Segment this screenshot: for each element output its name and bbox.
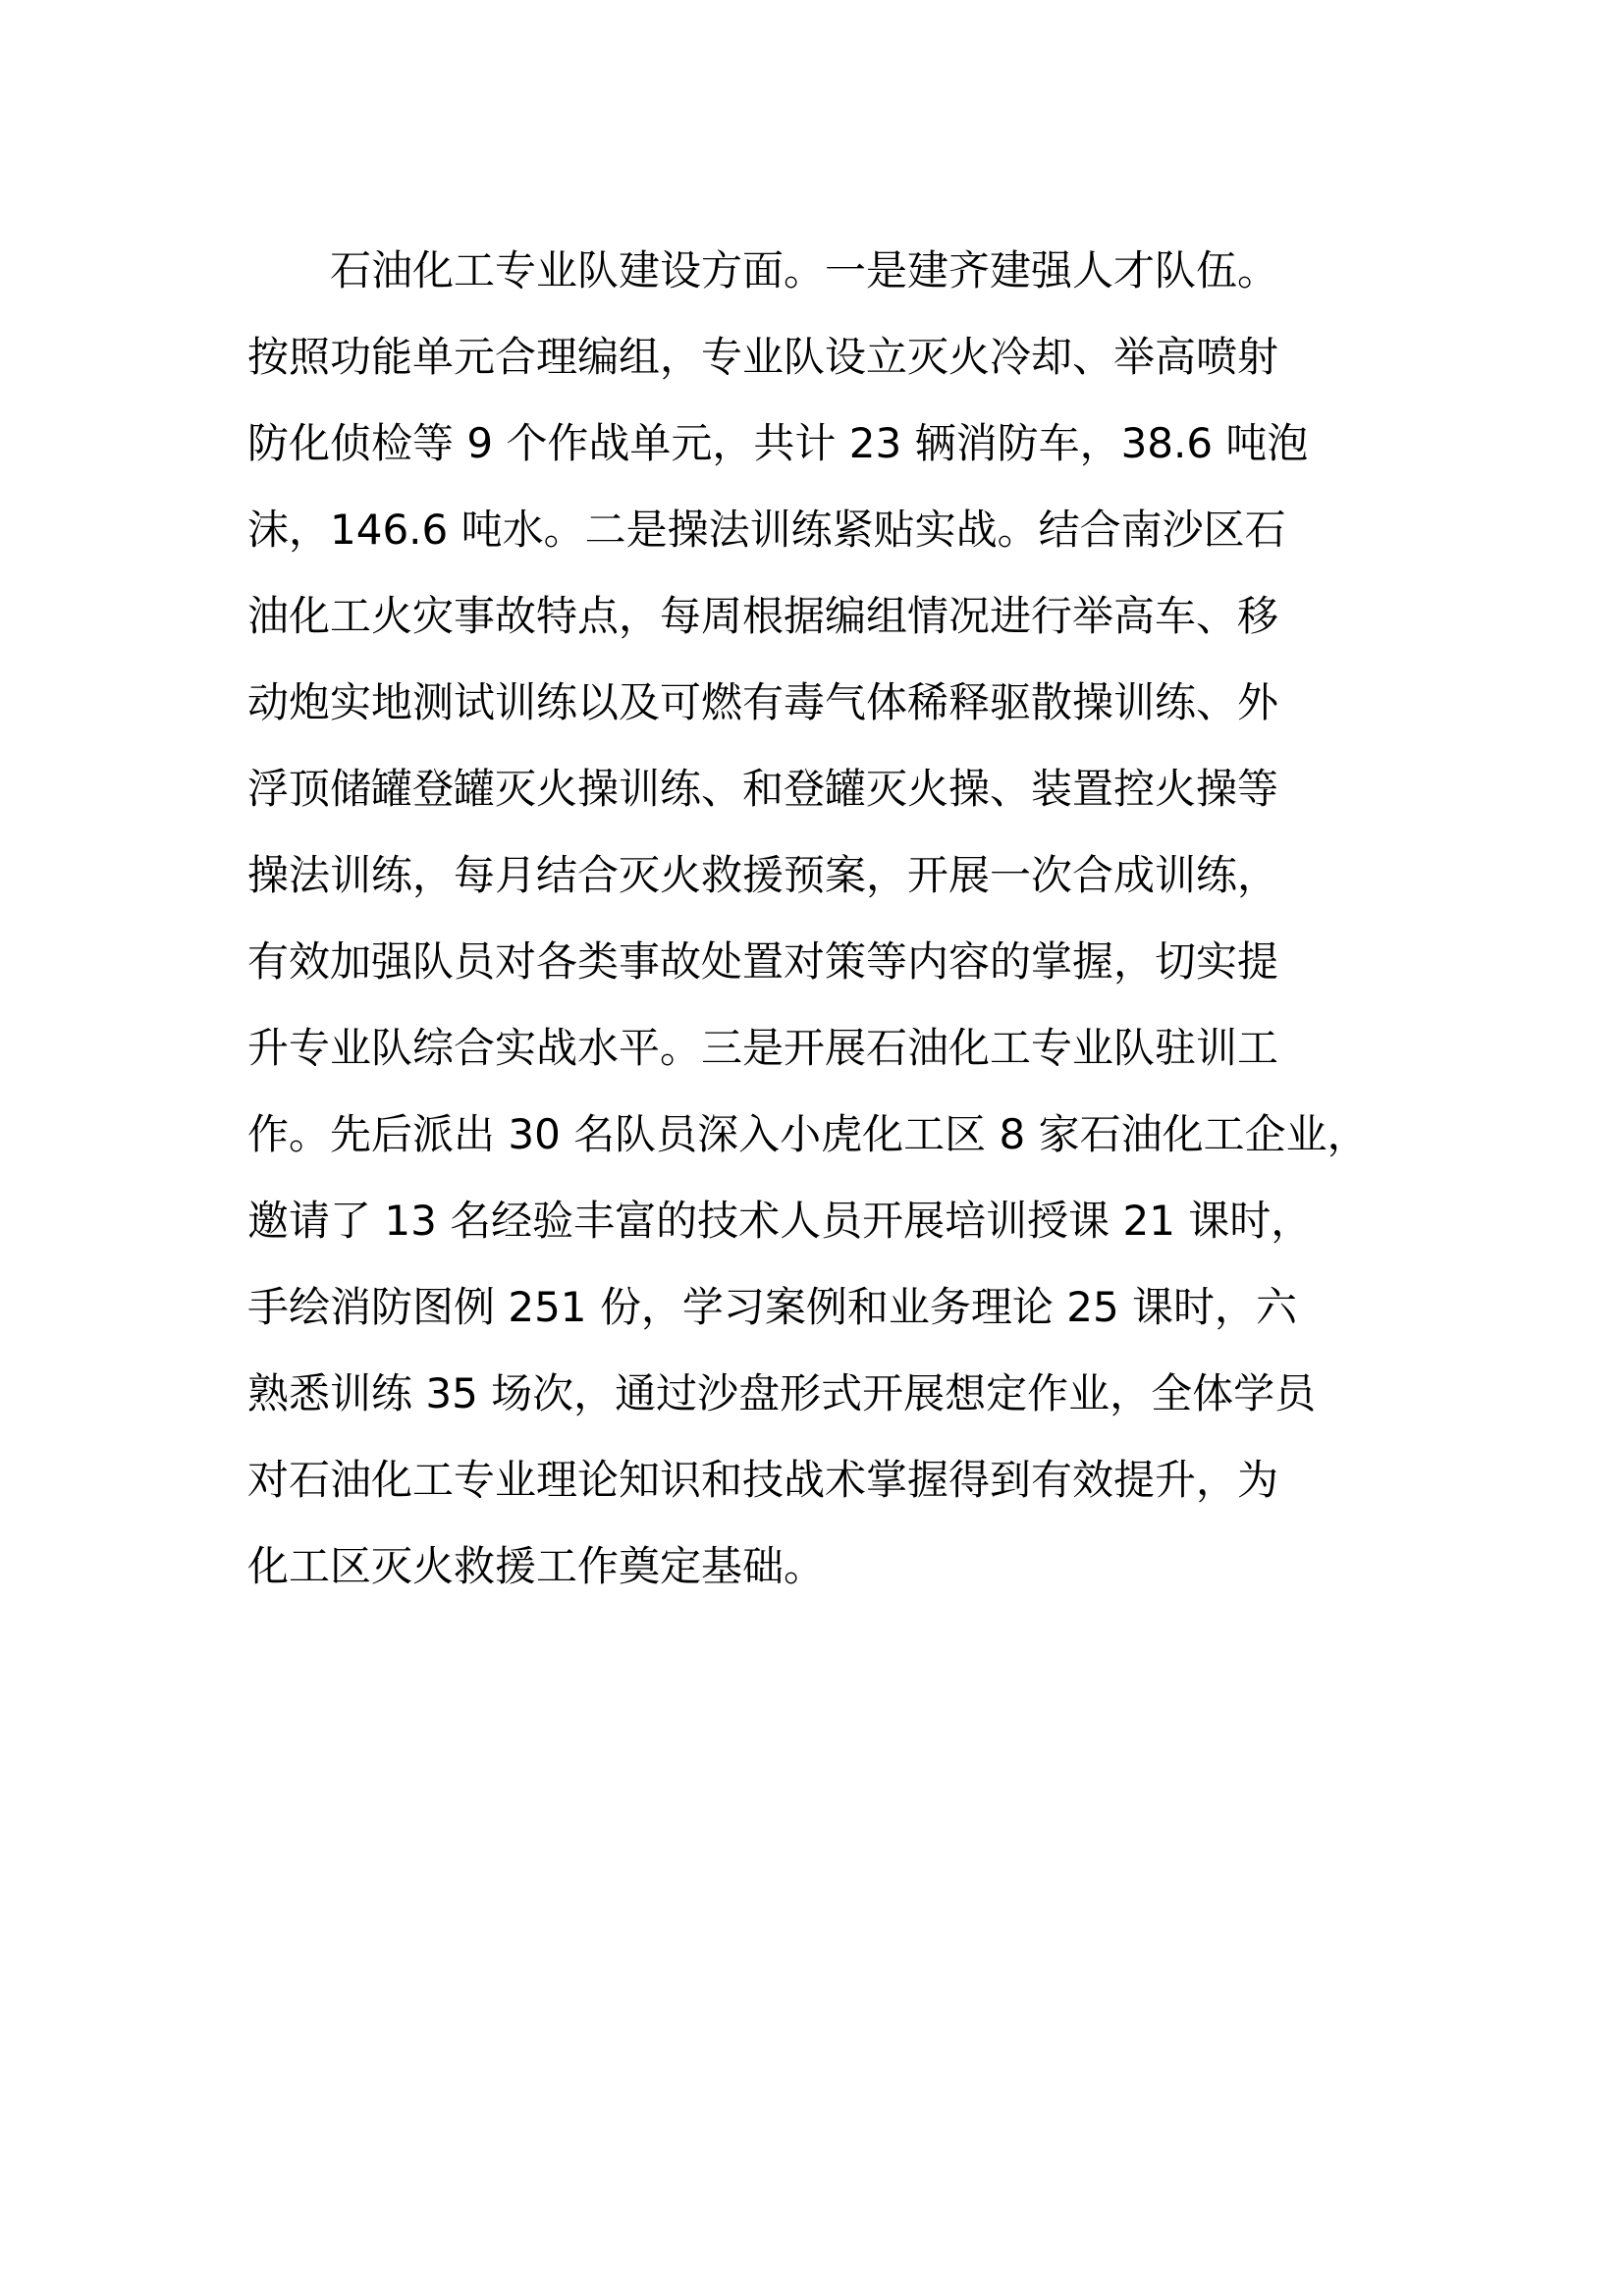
text-line: 油化工火灾事故特点，每周根据编组情况进行举高车、移 bbox=[247, 592, 1279, 640]
text-line: 按照功能单元合理编组，专业队设立灭火冷却、举高喷射 bbox=[247, 333, 1279, 381]
text-line: 有效加强队员对各类事故处置对策等内容的掌握，切实提 bbox=[247, 937, 1279, 986]
text-line: 操法训练，每月结合灭火救援预案，开展一次合成训练， bbox=[247, 851, 1279, 899]
text-line: 动炮实地测试训练以及可燃有毒气体稀释驱散操训练、外 bbox=[247, 678, 1279, 726]
text-line: 熟悉训练 35 场次，通过沙盘形式开展想定作业，全体学员 bbox=[247, 1369, 1317, 1417]
text-line: 邀请了 13 名经验丰富的技术人员开展培训授课 21 课时， bbox=[247, 1197, 1313, 1245]
text-line: 浮顶储罐登罐灭火操训练、和登罐灭火操、装置控火操等 bbox=[247, 765, 1279, 813]
text-line: 升专业队综合实战水平。三是开展石油化工专业队驻训工 bbox=[247, 1024, 1279, 1072]
text-line: 作。先后派出 30 名队员深入小虎化工区 8 家石油化工企业， bbox=[247, 1110, 1369, 1158]
text-line: 手绘消防图例 251 份，学习案例和业务理论 25 课时，六 bbox=[247, 1283, 1298, 1331]
text-line: 对石油化工专业理论知识和技战术掌握得到有效提升，为 bbox=[247, 1456, 1279, 1504]
body-paragraph bbox=[247, 228, 1406, 1610]
text-line: 石油化工专业队建设方面。一是建齐建强人才队伍。 bbox=[330, 246, 1279, 294]
text-line: 沫，146.6 吨水。二是操法训练紧贴实战。结合南沙区石 bbox=[247, 506, 1286, 554]
text-line: 防化侦检等 9 个作战单元，共计 23 辆消防车，38.6 吨泡 bbox=[247, 419, 1309, 467]
text-line: 化工区灭火救援工作奠定基础。 bbox=[247, 1542, 826, 1590]
